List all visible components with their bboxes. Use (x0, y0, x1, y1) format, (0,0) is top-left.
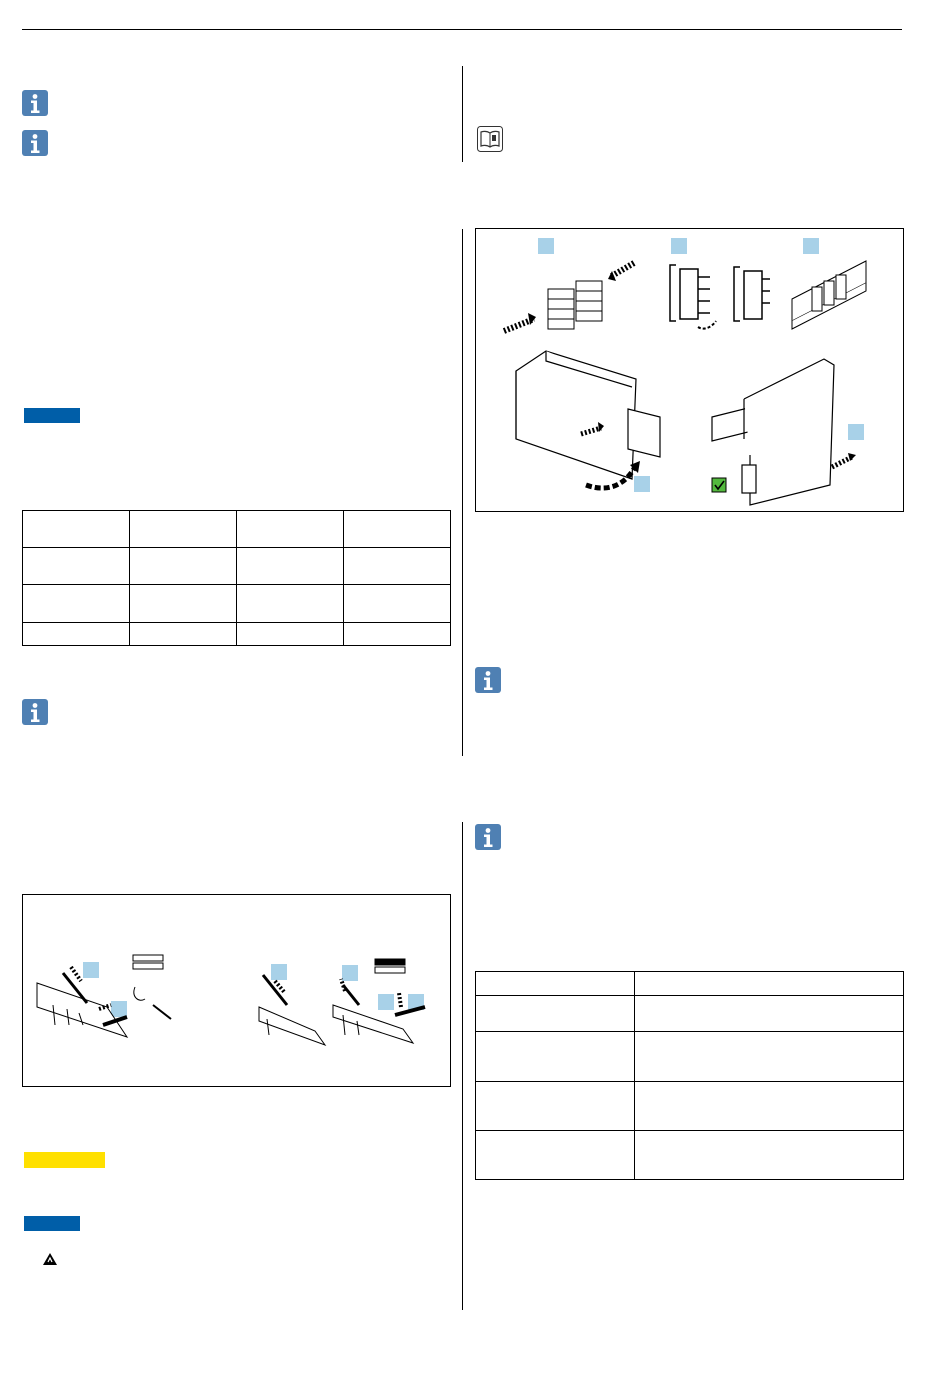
info-icon (475, 667, 501, 693)
table-cell (635, 972, 904, 996)
table-cell (130, 548, 237, 585)
table-cell (130, 585, 237, 623)
column-divider-middle (462, 229, 463, 756)
info-icon (22, 90, 48, 116)
table-cell (237, 585, 344, 623)
manual-book-icon (477, 126, 503, 152)
table-cell (130, 511, 237, 548)
caution-badge (24, 1152, 105, 1168)
info-icon (22, 130, 48, 156)
table-cell (476, 996, 635, 1032)
specification-table (22, 510, 451, 646)
table-cell (237, 511, 344, 548)
notice-badge (24, 408, 80, 423)
table-cell (237, 623, 344, 646)
mounting-drawing (476, 229, 903, 511)
wiring-drawing (23, 895, 450, 1086)
table-cell (476, 1032, 635, 1082)
info-icon (475, 824, 501, 850)
terminal-assignment-table (475, 971, 904, 1180)
mounting-figure (475, 228, 904, 512)
table-cell (23, 623, 130, 646)
column-divider-top (462, 66, 463, 162)
table-cell (23, 585, 130, 623)
table-cell (635, 1131, 904, 1180)
check-icon (712, 478, 726, 492)
table-cell (130, 623, 237, 646)
table-cell (635, 996, 904, 1032)
wiring-figure (22, 894, 451, 1087)
table-cell (476, 972, 635, 996)
table-cell (476, 1082, 635, 1131)
header-rule (22, 29, 902, 30)
table-cell (344, 548, 451, 585)
table-cell (344, 511, 451, 548)
table-cell (237, 548, 344, 585)
notice-badge (24, 1216, 80, 1231)
esd-warning-icon (42, 1252, 58, 1266)
table-cell (635, 1032, 904, 1082)
table-cell (476, 1131, 635, 1180)
table-cell (23, 548, 130, 585)
table-cell (23, 511, 130, 548)
table-cell (635, 1082, 904, 1131)
info-icon (22, 699, 48, 725)
column-divider-bottom (462, 822, 463, 1310)
table-cell (344, 623, 451, 646)
table-cell (344, 585, 451, 623)
